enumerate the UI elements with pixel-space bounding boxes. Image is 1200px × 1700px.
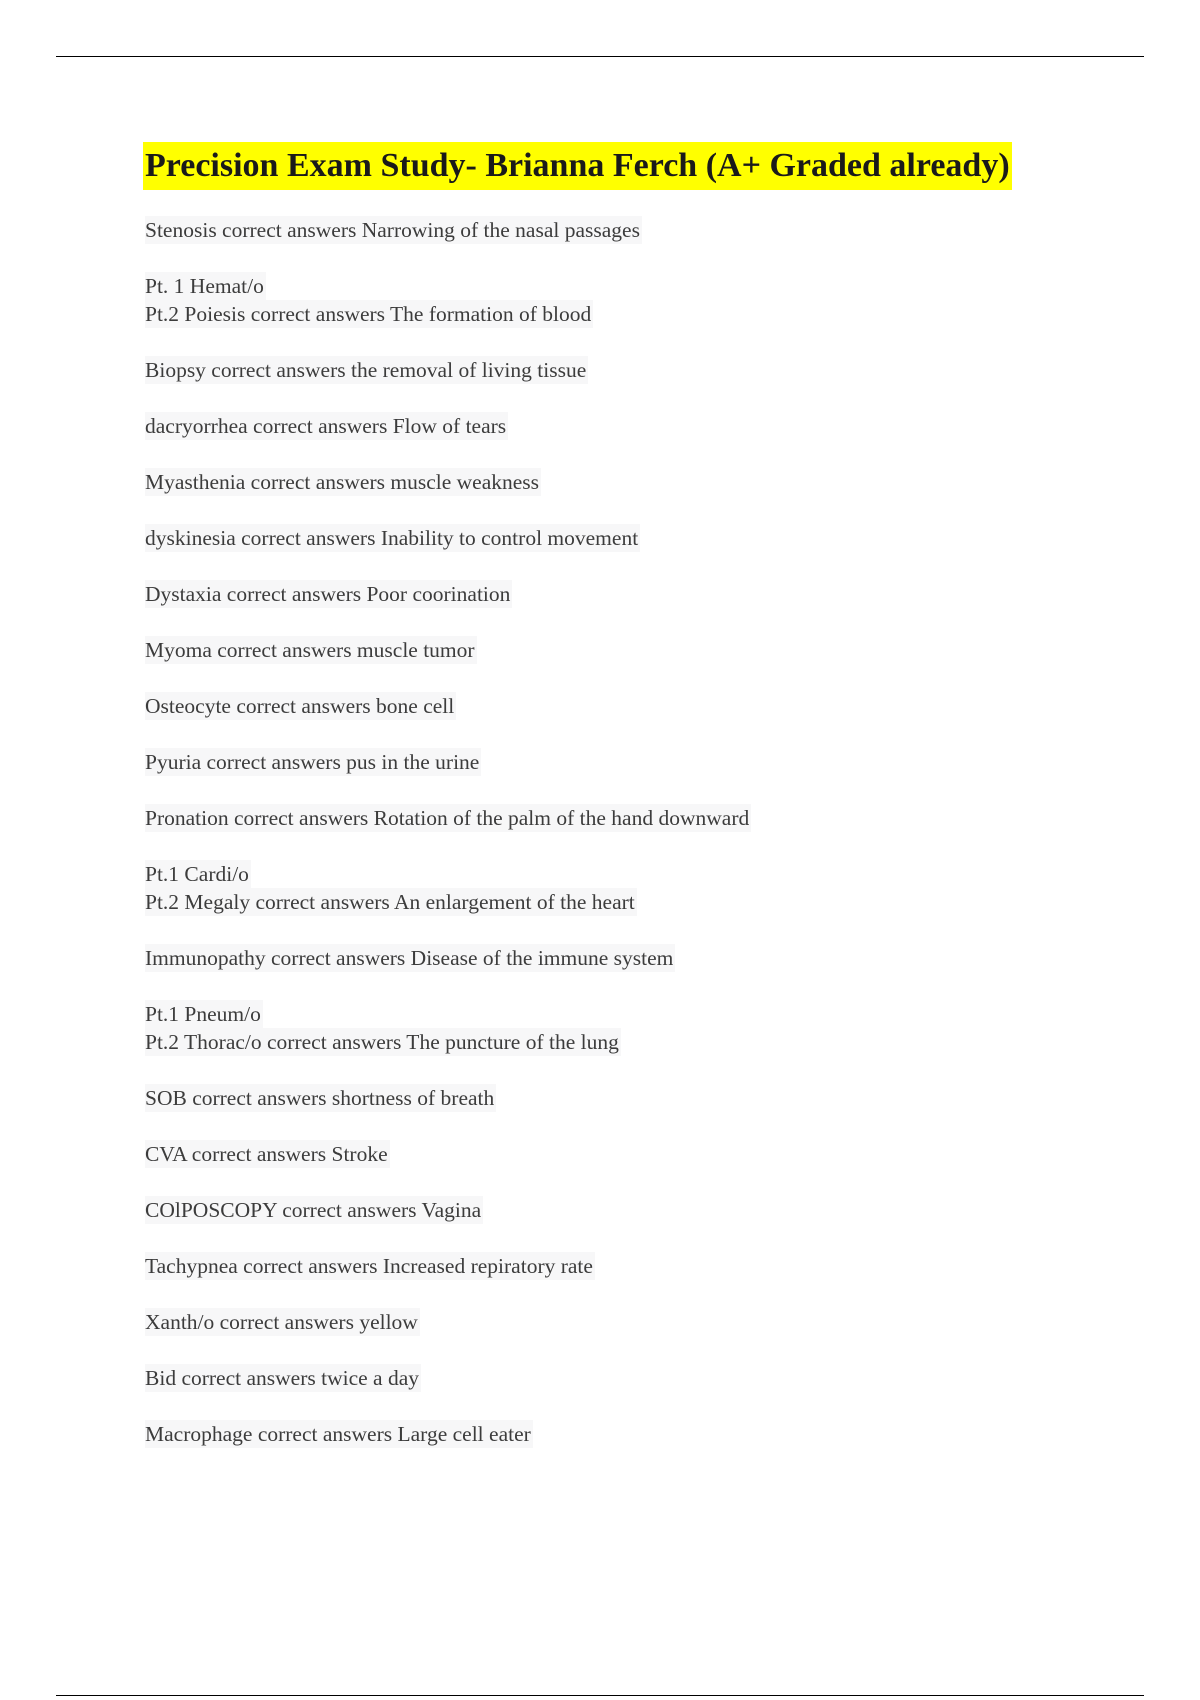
flashcard-entry bbox=[145, 636, 1145, 664]
flashcard-entry bbox=[145, 860, 1145, 916]
flashcard-text: Xanth/o correct answers yellow bbox=[145, 1310, 418, 1334]
flashcard-entry bbox=[145, 692, 1145, 720]
flashcard-entry bbox=[145, 524, 1145, 552]
flashcard-text: Myoma correct answers muscle tumor bbox=[145, 638, 475, 662]
flashcard-prefix: Pt.1 Cardi/o bbox=[145, 862, 249, 886]
entry-gap bbox=[145, 832, 1145, 860]
flashcard-text: SOB correct answers shortness of breath bbox=[145, 1086, 495, 1110]
entry-gap bbox=[145, 552, 1145, 580]
flashcard-entry bbox=[145, 580, 1145, 608]
flashcard-text: Pronation correct answers Rotation of the palm of the hand downward bbox=[145, 806, 750, 830]
entry-gap bbox=[145, 440, 1145, 468]
flashcard-entry bbox=[145, 1420, 1145, 1448]
flashcard-entry bbox=[145, 1252, 1145, 1280]
flashcard-entry bbox=[145, 1196, 1145, 1224]
entry-gap bbox=[145, 916, 1145, 944]
flashcard-entry bbox=[145, 1084, 1145, 1112]
flashcard-entry bbox=[145, 272, 1145, 328]
flashcard-entry bbox=[145, 1000, 1145, 1056]
flashcard-entry bbox=[145, 1308, 1145, 1336]
flashcard-entry bbox=[145, 356, 1145, 384]
flashcard-text: Tachypnea correct answers Increased repiratory rate bbox=[145, 1254, 593, 1278]
entry-gap bbox=[145, 664, 1145, 692]
flashcard-entry bbox=[145, 216, 1145, 244]
flashcard-text: Macrophage correct answers Large cell eater bbox=[145, 1422, 531, 1446]
flashcard-prefix: Pt.1 Pneum/o bbox=[145, 1002, 261, 1026]
flashcard-list bbox=[145, 216, 1145, 1448]
flashcard-entry bbox=[145, 412, 1145, 440]
flashcard-text: Osteocyte correct answers bone cell bbox=[145, 694, 455, 718]
bottom-rule bbox=[56, 1695, 1144, 1696]
entry-gap bbox=[145, 608, 1145, 636]
page-title: Precision Exam Study- Brianna Ferch (A+ Graded already) bbox=[143, 142, 1012, 190]
flashcard-entry bbox=[145, 944, 1145, 972]
top-rule bbox=[56, 56, 1144, 57]
entry-gap bbox=[145, 776, 1145, 804]
entry-gap bbox=[145, 1224, 1145, 1252]
flashcard-text: Pt.2 Megaly correct answers An enlargement of the heart bbox=[145, 890, 635, 914]
flashcard-text: Immunopathy correct answers Disease of the immune system bbox=[145, 946, 674, 970]
flashcard-text: Stenosis correct answers Narrowing of the nasal passages bbox=[145, 218, 640, 242]
flashcard-text: Bid correct answers twice a day bbox=[145, 1366, 420, 1390]
flashcard-entry bbox=[145, 468, 1145, 496]
flashcard-text: Pt.2 Thorac/o correct answers The puncture of the lung bbox=[145, 1030, 619, 1054]
entry-gap bbox=[145, 244, 1145, 272]
entry-gap bbox=[145, 720, 1145, 748]
entry-gap bbox=[145, 972, 1145, 1000]
flashcard-entry bbox=[145, 1364, 1145, 1392]
flashcard-entry bbox=[145, 804, 1145, 832]
flashcard-text: COlPOSCOPY correct answers Vagina bbox=[145, 1198, 482, 1222]
flashcard-text: Biopsy correct answers the removal of living tissue bbox=[145, 358, 587, 382]
flashcard-entry bbox=[145, 748, 1145, 776]
flashcard-text: Myasthenia correct answers muscle weakness bbox=[145, 470, 540, 494]
flashcard-text: dacryorrhea correct answers Flow of tears bbox=[145, 414, 507, 438]
flashcard-prefix: Pt. 1 Hemat/o bbox=[145, 274, 264, 298]
flashcard-text: Pyuria correct answers pus in the urine bbox=[145, 750, 480, 774]
entry-gap bbox=[145, 496, 1145, 524]
entry-gap bbox=[145, 1392, 1145, 1420]
entry-gap bbox=[145, 1336, 1145, 1364]
flashcard-text: dyskinesia correct answers Inability to control movement bbox=[145, 526, 639, 550]
entry-gap bbox=[145, 1168, 1145, 1196]
entry-gap bbox=[145, 384, 1145, 412]
flashcard-text: CVA correct answers Stroke bbox=[145, 1142, 388, 1166]
entry-gap bbox=[145, 1112, 1145, 1140]
flashcard-entry bbox=[145, 1140, 1145, 1168]
entry-gap bbox=[145, 1280, 1145, 1308]
entry-gap bbox=[145, 328, 1145, 356]
flashcard-text: Pt.2 Poiesis correct answers The formation of blood bbox=[145, 302, 592, 326]
entry-gap bbox=[145, 1056, 1145, 1084]
flashcard-text: Dystaxia correct answers Poor coorination bbox=[145, 582, 511, 606]
